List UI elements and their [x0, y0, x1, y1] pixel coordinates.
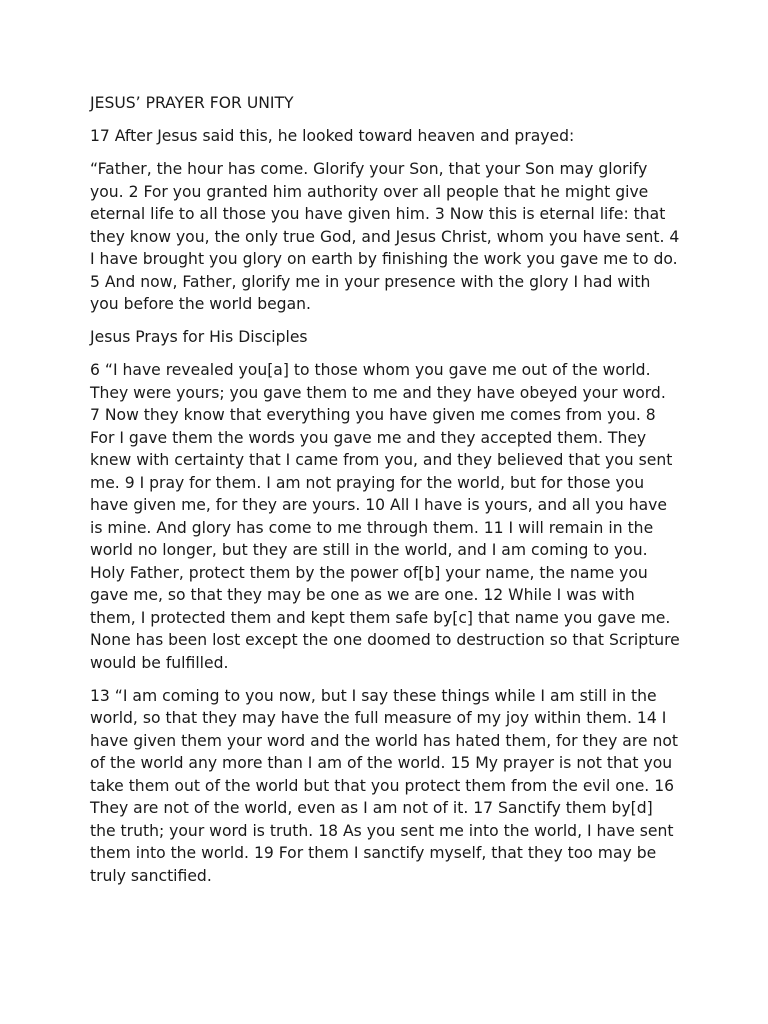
document-body	[90, 92, 680, 898]
section-subheading: Jesus Prays for His Disciples	[90, 328, 308, 346]
paragraph-2: 6 “I have revealed you[a] to those whom you gave me out of the world. They were yours; you gave them to me and they have obeyed your word. 7 Now they know that everything you have given me comes from you. 8 For I gave them the words you gave me and they accepted them. They knew with certainty that I came from you, and they believed that you sent me. 9 I pray for them. I am not praying for the world, but for those you have given me, for they are yours. 10 All I have is yours, and all you have is mine. And glory has come to me through them. 11 I will remain in the world no longer, but they are still in the world, and I am coming to you. Holy Father, protect them by the power of[b] your name, the name you gave me, so that they may be one as we are one. 12 While I was with them, I protected them and kept them safe by[c] that name you gave me. None has been lost except the one doomed to destruction so that Scripture would be fulfilled.	[90, 361, 680, 672]
document-title: JESUS’ PRAYER FOR UNITY	[90, 94, 294, 112]
paragraph-1: “Father, the hour has come. Glorify your Son, that your Son may glorify you. 2 For you granted him authority over all people that he might give eternal life to all those you have given him. 3 Now this is eternal life: that they know you, the only true God, and Jesus Christ, whom you have sent. 4 I have brought you glory on earth by finishing the work you gave me to do. 5 And now, Father, glorify me in your presence with the glory I had with you before the world began.	[90, 160, 680, 313]
intro-paragraph: 17 After Jesus said this, he looked toward heaven and prayed:	[90, 127, 575, 145]
paragraph-3: 13 “I am coming to you now, but I say these things while I am still in the world, so that they may have the full measure of my joy within them. 14 I have given them your word and the world has hated them, for they are not of the world any more than I am of the world. 15 My prayer is not that you take them out of the world but that you protect them from the evil one. 16 They are not of the world, even as I am not of it. 17 Sanctify them by[d] the truth; your word is truth. 18 As you sent me into the world, I have sent them into the world. 19 For them I sanctify myself, that they too may be truly sanctified.	[90, 686, 678, 885]
